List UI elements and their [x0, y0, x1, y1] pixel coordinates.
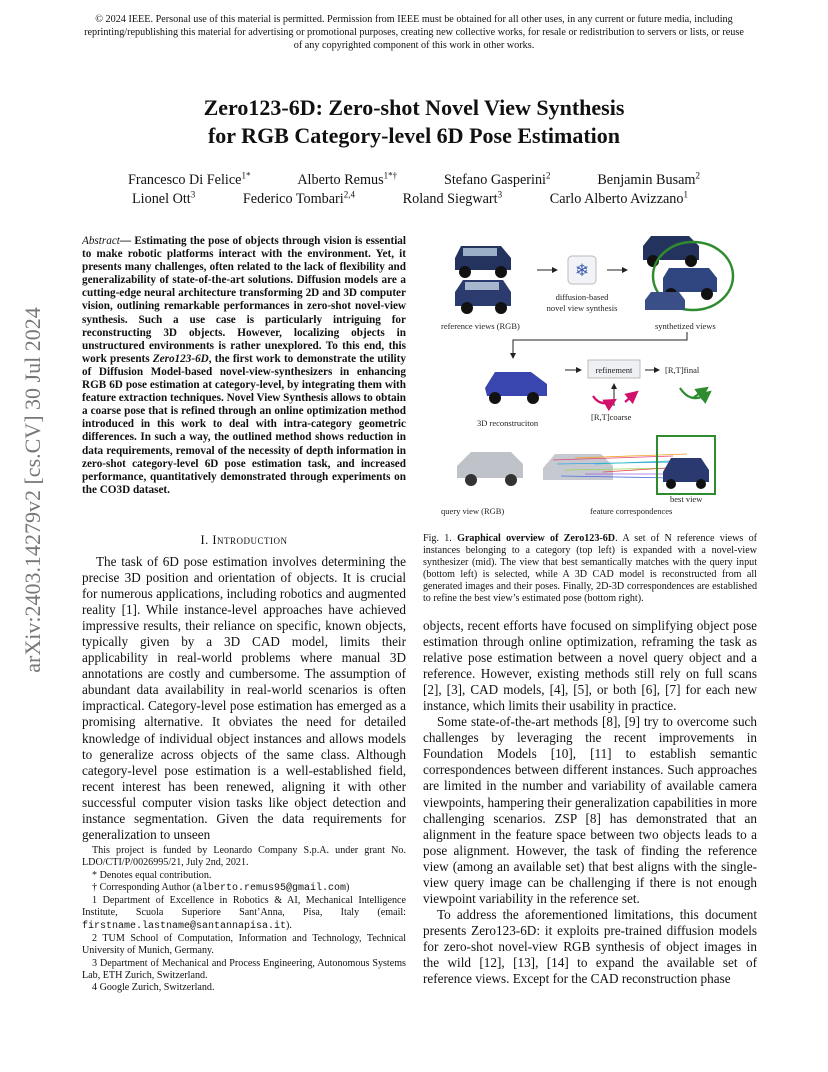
- synthetized-views: [643, 236, 733, 310]
- author: Roland Siegwart$^3$: [402, 189, 503, 207]
- footnote-aff1: 1 Department of Excellence in Robotics & AI, Mechanical Intelligence Institute, Scuola Superiore Sant’Anna, Pisa, Italy (email: firstname.lastname@santannapisa.it).: [82, 895, 406, 932]
- method-name: Zero123-6D: [152, 352, 209, 365]
- coarse-pose-icon: [593, 392, 637, 403]
- caption-title: Graphical overview of Zero123-6D: [457, 533, 616, 544]
- footnote-funding: This project is funded by Leonardo Company S.p.A. under grant No. LDO/CTI/P/0026995/21, July 2nd, 2021.: [82, 845, 406, 869]
- connector: [513, 332, 687, 352]
- rt-final-label: [R,T]final: [665, 365, 700, 375]
- author: Francesco Di Felice$^{1*}$: [128, 170, 251, 188]
- reference-views-label: reference views (RGB): [441, 321, 520, 331]
- author: Carlo Alberto Avizzano$^1$: [549, 189, 688, 207]
- right-paragraph-2: Some state-of-the-art methods [8], [9] try to overcome such challenges by leveraging the recent improvements in Foundation Models [10], [11] to establish semantic correspondences between different instances. Such approaches are limited in the number and variability of available camera viewpoints, hampering their generalization capabilities in more challenging scenarios. ZSP [8] has demonstrated that an alignment in the feature space between two objects leads to a pose alignment. However, the task of finding the reference view (among an available set) that best aligns with the single-view query image can be challenging if there is not enough viewpoint variability in the reference set.: [423, 714, 757, 906]
- author: Alberto Remus$^{1*\dagger}$: [297, 170, 398, 188]
- feature-correspondences-label: feature correspondences: [590, 506, 673, 516]
- title-line-1: Zero123-6D: Zero-shot Novel View Synthesis: [203, 95, 625, 120]
- footnote-aff2: 2 TUM School of Computation, Information and Technology, Technical University of Munich, Germany.: [82, 933, 406, 957]
- final-pose-icon: [680, 388, 710, 398]
- overview-diagram: [425, 228, 755, 516]
- snowflake-icon: [568, 256, 596, 284]
- diffusion-label-1: diffusion-based: [555, 292, 609, 302]
- author-row-1: [128, 171, 700, 190]
- intro-paragraph: The task of 6D pose estimation involves determining the precise 3D position and orientation of objects. It is crucial for numerous applications, including robotics and augmented reality [1]. While instance-level approaches have achieved impressive results, their reliance on specific, known objects, typically given by a 3D CAD model, limits their applicability in real-world problems where manual 3D annotations are costly and cumbersome. The assumption of abundant data availability in real-world scenarios is often impractical. Category-level pose estimation has emerged as a promising alternative. It obviates the need for detailed knowledge of individual object instances and allows models to generalize across objects of the same class. Although category-level pose estimation is a well-established field, recent interest has been renewed, aligning it with other successful computer vision tasks like object detection and instance segmentation. Given the data requirements for generalization to unseen: [82, 554, 406, 842]
- title-line-2: for RGB Category-level 6D Pose Estimation: [207, 123, 621, 148]
- author: Benjamin Busam$^2$: [597, 170, 700, 188]
- author: Lionel Ott$^3$: [132, 189, 196, 207]
- rt-coarse-label: [R,T]coarse: [591, 412, 632, 422]
- right-column: [423, 618, 757, 987]
- reconstruction-label: 3D reconstruciton: [477, 418, 539, 428]
- footnote-aff3: 3 Department of Mechanical and Process Engineering, Autonomous Systems Lab, ETH Zurich, Switzerland.: [82, 957, 406, 981]
- caption-text: . A set of N reference views of instances belonging to a category (top left) is expanded with a novel-view synthesizer (mid). The view that best semantically matches with the query input (bottom left) is selected, while A 3D CAD model is reconstructed from all generated images and their poses. Finally, 2D-3D correspondences are established to refine the best view’s estimated pose (bottom right).: [423, 533, 757, 605]
- arxiv-identifier[interactable]: arXiv:2403.14279v2 [cs.CV] 30 Jul 2024: [20, 307, 45, 673]
- reconstruction-model: [485, 372, 547, 404]
- footnote-aff4: 4 Google Zurich, Switzerland.: [92, 982, 215, 994]
- intro-column: [82, 554, 406, 843]
- footnotes: [82, 845, 406, 995]
- abstract-text: — Estimating the pose of objects through vision is essential to make robotic platforms interact with the environment. Yet, it presents many challenges, often related to the lack of flexibility and generalizability of state-of-the-art solutions. Diffusion models are a cutting-edge neural architecture transforming 2D and 3D computer vision, outlining remarkable performances in zero-shot novel-view synthesis. Such a use case is particularly intriguing for reconstructing 3D objects. However, localizing objects in unstructured environments is rather unexplored. To this end, this work presents: [82, 235, 406, 365]
- footnote-corresponding: † Corresponding Author (alberto.remus95@gmail.com): [92, 881, 350, 894]
- query-car: [457, 452, 523, 486]
- caption-label: Fig. 1.: [423, 533, 452, 544]
- svg-text:❄: ❄: [574, 261, 590, 280]
- email-link[interactable]: alberto.remus95@gmail.com: [196, 882, 347, 894]
- right-paragraph-1: objects, recent efforts have focused on simplifying object pose estimation through online optimization, reframing the task as relative pose estimation between a novel query object and a reference. However, existing methods still rely on full scans [2], [3], CAD models, [4], [5], or both [6], [7] for each new instance, which limits their usability in practice.: [423, 618, 757, 714]
- footnote-equal: * Denotes equal contribution.: [92, 869, 212, 881]
- section-heading: I. Introduction: [200, 533, 288, 547]
- email-pattern: firstname.lastname@santannapisa.it: [82, 920, 287, 932]
- author-row-2: [132, 190, 688, 209]
- author-list: [100, 171, 728, 209]
- synthetized-views-label: synthetized views: [655, 321, 716, 331]
- author: Stefano Gasperini$^2$: [443, 170, 551, 188]
- refinement-label: refinement: [595, 365, 633, 375]
- arxiv-sidebar: [10, 265, 55, 715]
- abstract-text-cont: , the first work to demonstrate the utility of Diffusion Model-based novel-view-synthesizers in enhancing RGB 6D pose estimation at category-level, by integrating them with feature extraction techniques. Novel View Synthesis allows to obtain a coarse pose that is refined through an online optimization method introduced in this work to deal with intra-category geometric differences. In such a way, the outlined method shows reduction in data requirements, removal of the necessity of depth information in zero-shot category-level 6D pose estimation task, and increased performance, quantitatively demonstrated through experiments on the CO3D dataset.: [82, 352, 406, 496]
- figure-caption: [423, 533, 757, 606]
- abstract: [82, 235, 406, 497]
- right-paragraph-3: To address the aforementioned limitations, this document presents Zero123-6D: it exploits pre-trained diffusion models for zero-shot novel-view RGB synthesis of object images in the wild [12], [13], [14] to expand the available set of reference views. Except for the CAD reconstruction phase: [423, 906, 757, 987]
- query-view-label: query view (RGB): [441, 506, 505, 516]
- reference-car-1: [455, 246, 511, 278]
- best-view-car: [663, 458, 709, 489]
- copyright-notice: © 2024 IEEE. Personal use of this material is permitted. Permission from IEEE must be obtained for all other uses, in any current or future media, including reprinting/republishing this material for advertising or promotional purposes, creating new collective works, for resale or redistribution to servers or lists, or reuse of any copyrighted component of this work in other works.: [84, 14, 744, 51]
- reference-car-2: [455, 280, 511, 314]
- author: Federico Tombari$^{2,4}$: [242, 189, 355, 207]
- abstract-label: Abstract: [82, 235, 120, 247]
- best-view-label: best view: [670, 494, 703, 504]
- figure-1: [425, 228, 755, 516]
- diffusion-label-2: novel view synthesis: [546, 303, 618, 313]
- paper-title: [100, 94, 728, 150]
